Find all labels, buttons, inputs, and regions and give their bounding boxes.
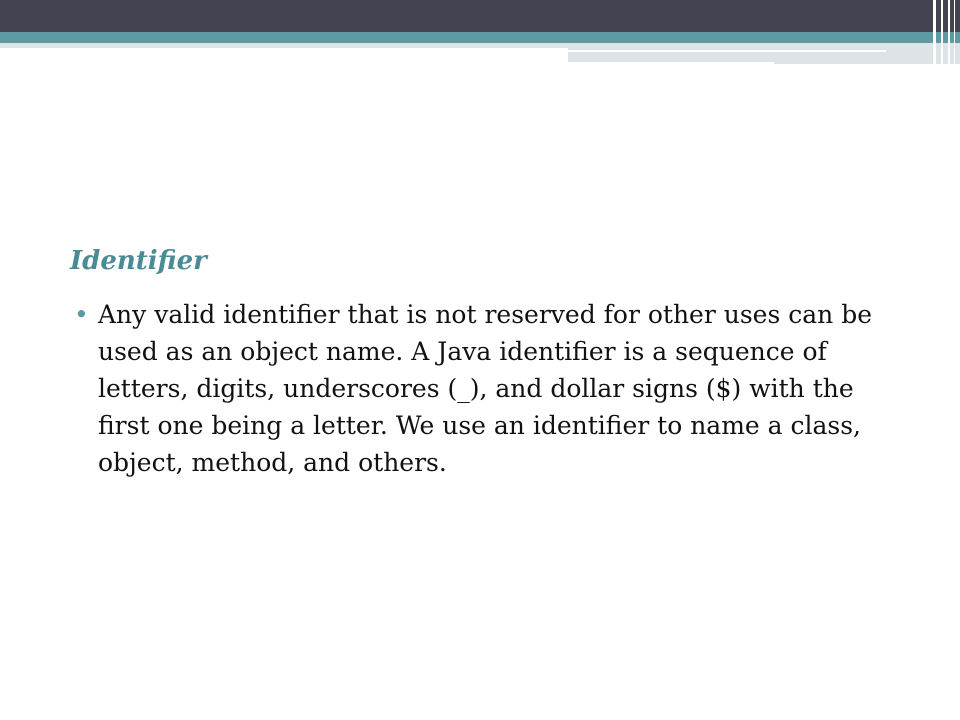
header-vertical-stripe — [933, 0, 936, 64]
bullet-text: Any valid identifier that is not reserved for other uses can be used as an object name. A Java identifier is a sequence of letters, digits, underscores (_), and dollar signs ($) with the first one being a letter. We use an identifier to name a class, object, method, and others. — [98, 300, 872, 477]
slide-header-teal-band — [0, 32, 960, 43]
slide-header-bar — [0, 0, 960, 32]
header-accent-line — [568, 50, 886, 52]
bullet-icon: • — [74, 300, 89, 329]
header-vertical-stripe — [948, 0, 950, 64]
slide-title: Identifier — [70, 246, 207, 276]
bullet-list — [70, 296, 900, 481]
header-accent-line — [568, 62, 774, 64]
bullet-item — [70, 296, 900, 481]
header-vertical-stripe — [941, 0, 943, 64]
header-vertical-stripe — [954, 0, 955, 64]
